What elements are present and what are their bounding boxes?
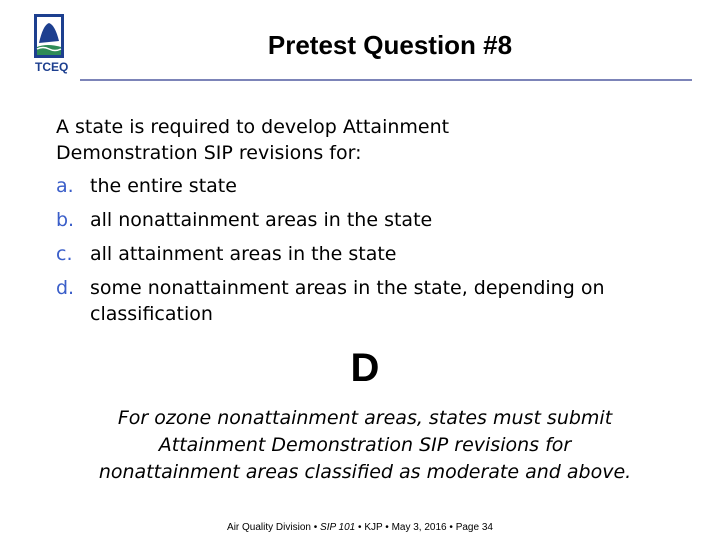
question-text bbox=[56, 114, 616, 166]
option-letter: a. bbox=[56, 175, 74, 197]
answer-explanation bbox=[30, 405, 700, 486]
option-letter: c. bbox=[56, 243, 73, 265]
option-text: all attainment areas in the state bbox=[90, 243, 397, 265]
option-c bbox=[56, 241, 676, 267]
option-b bbox=[56, 207, 676, 233]
option-text: the entire state bbox=[90, 175, 237, 197]
title-divider bbox=[80, 79, 692, 81]
footer-separator: • bbox=[449, 522, 453, 533]
question-line: Demonstration SIP revisions for: bbox=[56, 142, 362, 164]
answer-options bbox=[56, 173, 676, 335]
option-d bbox=[56, 275, 676, 327]
option-letter: d. bbox=[56, 277, 75, 299]
footer-separator: • bbox=[358, 522, 362, 533]
explanation-line: Attainment Demonstration SIP revisions for bbox=[158, 434, 572, 456]
logo-text: TCEQ bbox=[35, 60, 69, 74]
footer-separator: • bbox=[385, 522, 389, 533]
option-text: some nonattainment areas in the state, depending on classification bbox=[90, 277, 605, 325]
question-line: A state is required to develop Attainment bbox=[56, 116, 450, 138]
option-a bbox=[56, 173, 676, 199]
tceq-logo bbox=[33, 13, 73, 75]
page-title: Pretest Question #8 bbox=[267, 30, 513, 60]
footer-division: Air Quality Division bbox=[227, 522, 311, 533]
option-letter: b. bbox=[56, 209, 75, 231]
correct-answer: D bbox=[350, 346, 380, 390]
option-text: all nonattainment areas in the state bbox=[90, 209, 433, 231]
slide-footer bbox=[0, 522, 720, 533]
explanation-line: For ozone nonattainment areas, states must submit bbox=[117, 407, 613, 429]
footer-date: May 3, 2016 bbox=[391, 522, 447, 533]
footer-separator: • bbox=[313, 522, 318, 533]
footer-course: SIP 101 bbox=[320, 522, 356, 533]
footer-author: KJP bbox=[364, 522, 383, 533]
explanation-line: nonattainment areas classified as moderate and above. bbox=[98, 461, 632, 483]
footer-page: Page 34 bbox=[455, 522, 493, 533]
